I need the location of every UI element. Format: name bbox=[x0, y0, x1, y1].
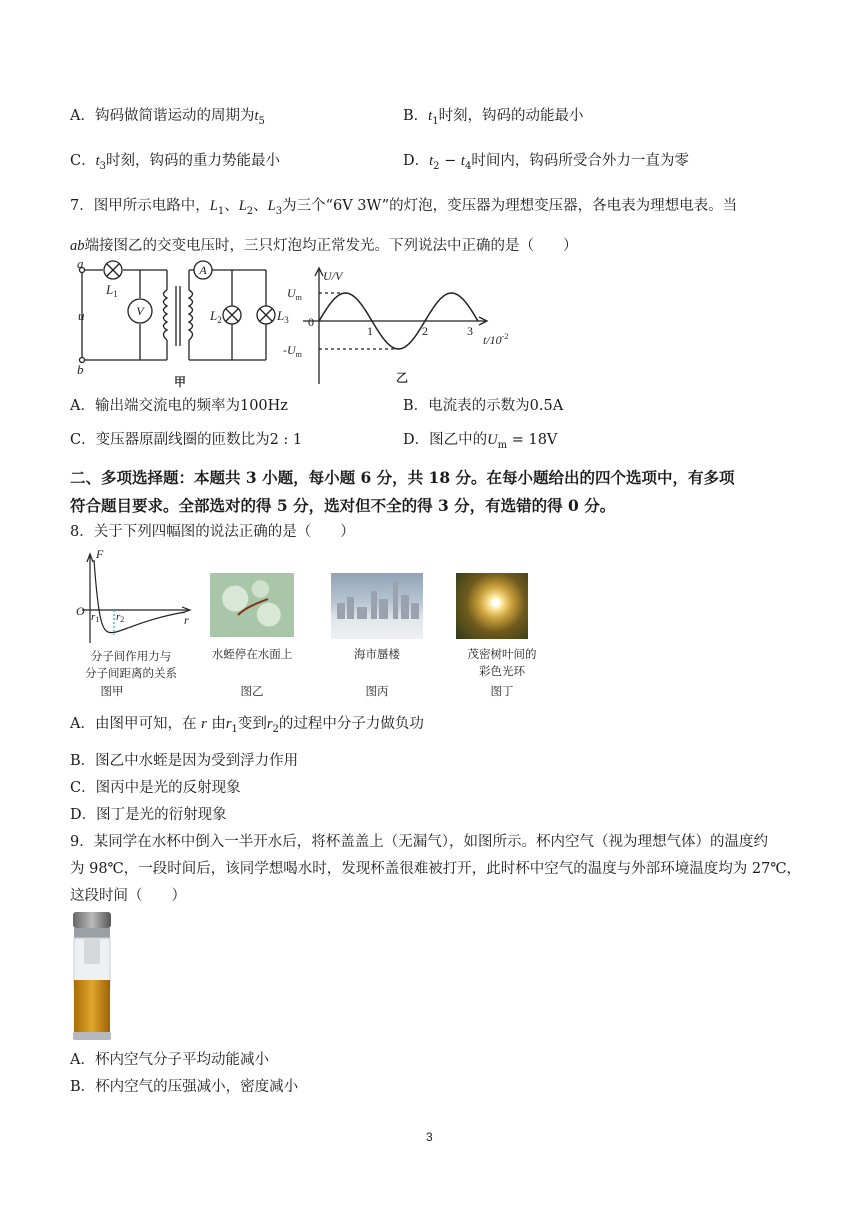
x-axis-label: $t/10^{-2}$ bbox=[483, 332, 509, 347]
q7-voltage-graph bbox=[283, 264, 523, 394]
skyline-icon bbox=[331, 573, 423, 639]
q6-option-d: D．$t_2 - t_4$时间内，钩码所受合外力一直为零 bbox=[403, 153, 689, 172]
origin-o-label: O bbox=[76, 604, 85, 618]
origin-label: 0 bbox=[308, 315, 314, 329]
q8-option-a: A．由图甲可知，在 r 由$r_1$变到$r_2$的过程中分子力做负功 bbox=[70, 716, 424, 735]
lamp-l1-label: $L_1$ bbox=[106, 282, 118, 299]
q7-stem-line2: ab端接图乙的交变电压时，三只灯泡均正常发光。下列说法中正确的是（ ） bbox=[70, 238, 578, 254]
q9-stem-line1: 9．某同学在水杯中倒入一半开水后，将杯盖盖上（无漏气），如图所示。杯内空气（视为理想气体）的温度约 bbox=[70, 834, 768, 850]
r2-label: r2 bbox=[116, 611, 125, 624]
mirage-photo bbox=[331, 573, 423, 639]
force-curve bbox=[94, 560, 185, 633]
cup-illustration bbox=[70, 910, 114, 1042]
um-label: $U_m$ bbox=[287, 286, 302, 302]
q8-option-c: C．图丙中是光的反射现象 bbox=[70, 780, 241, 796]
page-number: 3 bbox=[426, 1130, 433, 1144]
neg-um-label: $-U_m$ bbox=[283, 343, 302, 359]
tick-1: 1 bbox=[367, 324, 373, 338]
fig-bing-caption: 海市蜃楼 bbox=[354, 647, 400, 661]
voltage-u-label: u bbox=[78, 308, 85, 323]
fig-jia-label: 图甲 bbox=[100, 684, 124, 698]
r1-label: r1 bbox=[91, 611, 100, 624]
q8-force-graph bbox=[70, 548, 200, 648]
fig-yi-label: 图乙 bbox=[240, 684, 264, 698]
q8-option-b: B．图乙中水蛭是因为受到浮力作用 bbox=[70, 753, 299, 769]
terminal-a-label: a bbox=[77, 256, 84, 271]
q9-option-a: A．杯内空气分子平均动能减小 bbox=[70, 1052, 269, 1068]
fig-jia-caption: 分子间作用力与 分子间距离的关系 bbox=[85, 649, 177, 680]
fig-ding-label: 图丁 bbox=[490, 684, 514, 698]
tick-3: 3 bbox=[467, 324, 473, 338]
lamp-l2-label: $L_2$ bbox=[210, 308, 222, 325]
section2-heading-line2: 符合题目要求。全部选对的得 5 分，选对但不全的得 3 分，有选错的得 0 分。 bbox=[70, 496, 616, 515]
leech-icon bbox=[210, 573, 294, 637]
q9-stem-line2: 为 98℃，一段时间后，该同学想喝水时，发现杯盖很难被打开，此时杯中空气的温度与外部环境温度均为 27℃， bbox=[70, 861, 802, 877]
terminal-b-label: b bbox=[77, 362, 84, 377]
tree-light-photo bbox=[456, 573, 528, 639]
q7-option-b: B．电流表的示数为0.5A bbox=[403, 398, 564, 414]
voltmeter-label: V bbox=[136, 304, 144, 318]
ammeter-label: A bbox=[199, 263, 207, 277]
q8-option-d: D．图丁是光的衍射现象 bbox=[70, 807, 227, 823]
q9-stem-line3: 这段时间（ ） bbox=[70, 888, 186, 904]
q7-stem-line1: 7．图甲所示电路中，$L_1$、$L_2$、$L_3$为三个“6V 3W”的灯泡，变压器为理想变压器，各电表为理想电表。当 bbox=[70, 198, 738, 217]
y-axis-label: U/V bbox=[323, 269, 343, 283]
q6-option-c: C．$t_3$时刻，钩码的重力势能最小 bbox=[70, 153, 281, 172]
q6-option-b: B．$t_1$时刻，钩码的动能最小 bbox=[403, 108, 584, 127]
tick-2: 2 bbox=[422, 324, 428, 338]
fig-ding-caption: 茂密树叶间的 彩色光环 bbox=[467, 647, 537, 678]
figure-yi-label: 乙 bbox=[396, 371, 409, 385]
q7-option-d: D．图乙中的$U_m = 18V$ bbox=[403, 432, 558, 451]
figure-jia-label: 甲 bbox=[174, 375, 187, 389]
q7-option-c: C．变压器原副线圈的匝数比为2 : 1 bbox=[70, 432, 303, 448]
q9-option-b: B．杯内空气的压强减小，密度减小 bbox=[70, 1079, 299, 1095]
fig-yi-caption: 水蛭停在水面上 bbox=[211, 647, 293, 661]
q8-stem: 8．关于下列四幅图的说法正确的是（ ） bbox=[70, 524, 355, 540]
q6-option-a: A．钩码做简谐运动的周期为$t_5$ bbox=[70, 108, 265, 127]
force-axis-label: F bbox=[96, 547, 104, 561]
leech-photo bbox=[210, 573, 294, 637]
fig-bing-label: 图丙 bbox=[365, 684, 389, 698]
lamp-l3-label: $L_3$ bbox=[277, 308, 289, 325]
distance-axis-label: r bbox=[184, 613, 189, 627]
q7-option-a: A．输出端交流电的频率为100Hz bbox=[70, 398, 288, 414]
q7-circuit-diagram bbox=[70, 256, 289, 395]
section2-heading-line1: 二、多项选择题：本题共 3 小题，每小题 6 分，共 18 分。在每小题给出的四个选项中，有多项 bbox=[70, 468, 735, 487]
